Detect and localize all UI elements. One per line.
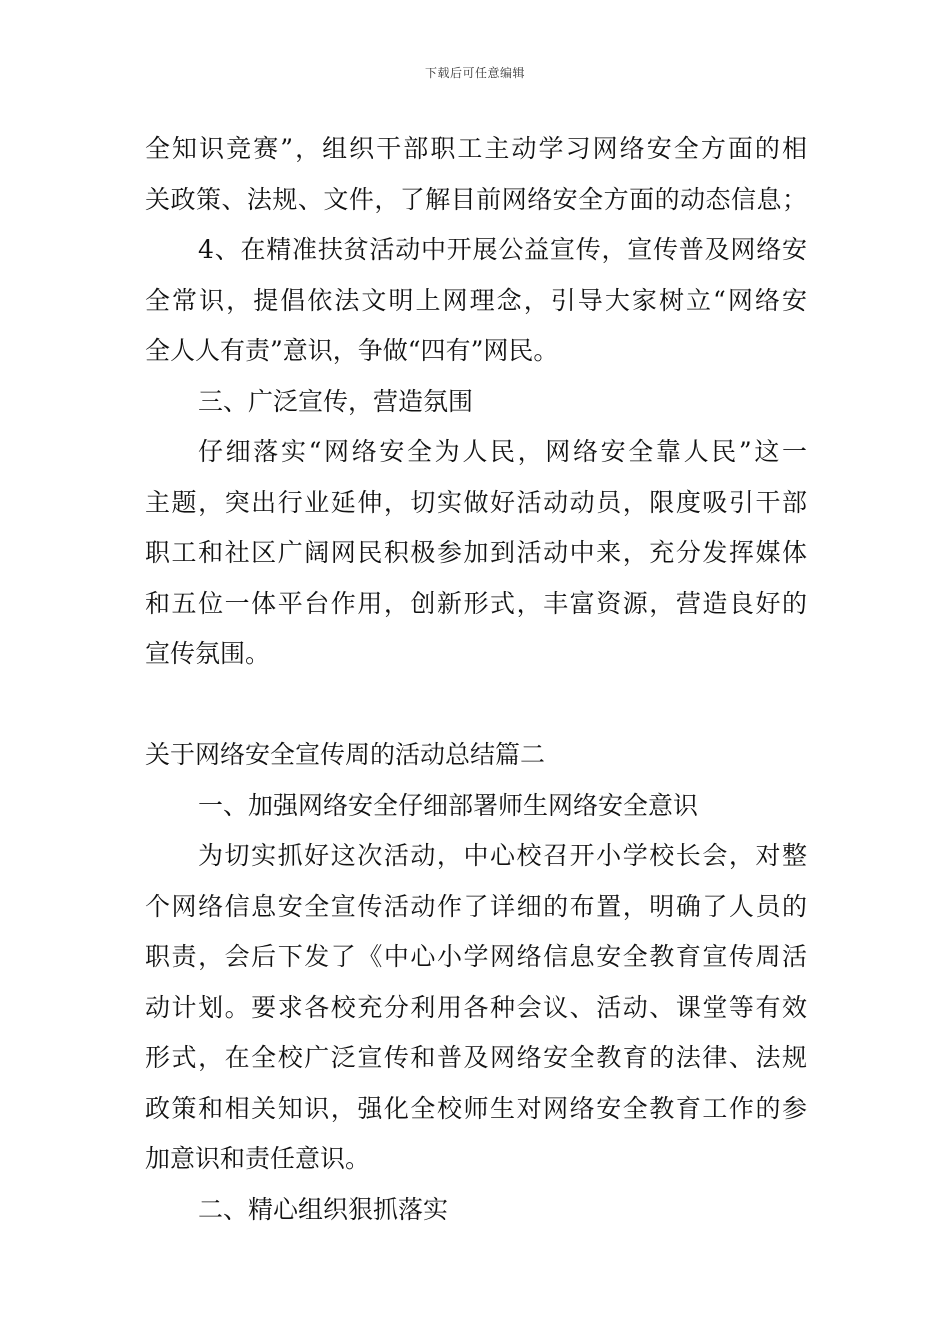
- paragraph-line: 职工和社区广阔网民积极参加到活动中来，充分发挥媒体: [145, 538, 807, 567]
- article-title: 关于网络安全宣传周的活动总结篇二: [145, 740, 546, 769]
- paragraph-line: 形式，在全校广泛宣传和普及网络安全教育的法律、法规: [145, 1043, 807, 1072]
- section-heading: 一、加强网络安全仔细部署师生网络安全意识: [198, 790, 699, 820]
- paragraph-line: 宣传氛围。: [145, 639, 271, 668]
- blank-line: [145, 680, 807, 731]
- paragraph-line: 职责，会后下发了《中心小学网络信息安全教育宣传周活: [145, 942, 807, 971]
- paragraph-line: 动计划。要求各校充分利用各种会议、活动、课堂等有效: [145, 992, 807, 1022]
- paragraph-line: 个网络信息安全宣传活动作了详细的布置，明确了人员的: [145, 891, 807, 921]
- paragraph-line: 政策和相关知识，强化全校师生对网络安全教育工作的参: [145, 1093, 807, 1123]
- document-body: [145, 124, 807, 1235]
- paragraph-line: 全常识，提倡依法文明上网理念，引导大家树立“网络安: [145, 285, 807, 315]
- section-heading: 三、广泛宣传，营造氛围: [198, 386, 474, 416]
- paragraph-line: 4、在精准扶贫活动中开展公益宣传，宣传普及网络安: [198, 235, 807, 264]
- paragraph-line: 关政策、法规、文件，了解目前网络安全方面的动态信息；: [145, 184, 807, 214]
- paragraph-line: 全人人有责”意识，争做“四有”网民。: [145, 336, 559, 365]
- page-header: 下载后可任意编辑: [424, 66, 525, 80]
- paragraph-line: 为切实抓好这次活动，中心校召开小学校长会，对整: [198, 841, 807, 870]
- paragraph-line: 主题，突出行业延伸，切实做好活动动员，限度吸引干部: [145, 487, 807, 517]
- paragraph-line: 和五位一体平台作用，创新形式，丰富资源，营造良好的: [145, 588, 807, 618]
- paragraph-line: 仔细落实“网络安全为人民，网络安全靠人民”这一: [198, 437, 807, 466]
- paragraph-line: 全知识竞赛”，组织干部职工主动学习网络安全方面的相: [145, 134, 807, 163]
- section-heading: 二、精心组织狠抓落实: [198, 1194, 449, 1224]
- paragraph-line: 加意识和责任意识。: [145, 1144, 371, 1173]
